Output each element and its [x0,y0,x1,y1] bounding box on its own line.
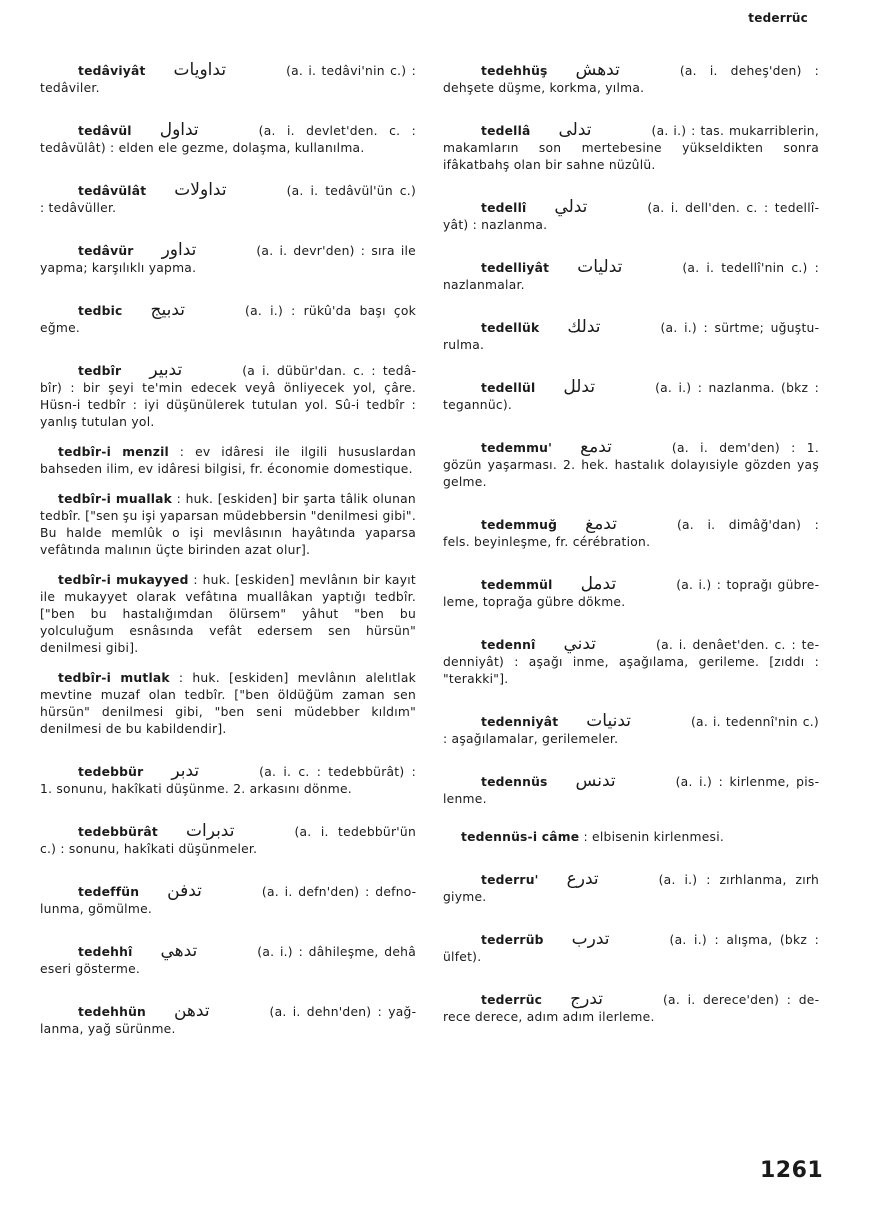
separator: : [193,573,198,587]
dictionary-entry [40,1003,416,1038]
dictionary-entry [443,259,819,294]
separator: : [176,492,182,506]
definition: (a. i.) : zırhlanma, zırh giyme. [443,873,819,904]
headword: tedeffün [78,885,140,899]
dictionary-entry [40,670,416,738]
definition: (a i. dübür'dan. c. : tedâbîr) : bir şeyi te'min edecek veyâ önliyecek yol, çâre. Hüsn-i tedbîr : iyi düşünülerek tutulan yol. Sû-i tedbîr : yanlış tutulan yol. [40,364,416,429]
definition: ev idâresi ile ilgili hususlardan bahseden ilim, ev idâresi bilgisi, fr. économie domestique. [40,445,416,476]
headword: tedâvür [78,244,134,258]
definition: (a. i.) : tas. mukarriblerin, makamların son mertebesine yükseldikten sonra ifâkatbahş olan bir sahne nüzûlü. [443,124,819,172]
headword: tedâviyât [78,64,146,78]
headword: tedehhî [78,945,133,959]
headword: tedbîr-i menzil [58,445,169,459]
headword: tederrüb [481,933,544,947]
headword: tedehhüş [481,64,548,78]
dictionary-entry [443,636,819,688]
definition: (a. i. dehn'den) : yağlanma, yağ sürünme. [40,1005,416,1036]
definition: (a. i. defn'den) : defnolunma, gömülme. [40,885,416,916]
dictionary-entry [40,122,416,157]
definition: (a. i. tedâvi'nin c.) : tedâviler. [40,64,416,95]
definition: (a. i. dimâğ'dan) : fels. beyinleşme, fr. cérébration. [443,518,819,549]
arabic-script: تدلى [558,120,592,140]
separator: : [178,671,184,685]
dictionary-entry [40,362,416,431]
arabic-script: تدفن [167,881,202,901]
headword: tedenniyât [481,715,559,729]
dictionary-entry [443,829,819,846]
headword: tedellül [481,381,536,395]
headword: tedâvül [78,124,132,138]
headword: tedâvülât [78,184,147,198]
dictionary-entry [443,516,819,551]
arabic-script: تدبر [171,761,200,781]
dictionary-entry [40,491,416,559]
dictionary-entry [443,439,819,491]
dictionary-entry [40,444,416,478]
headword: tedemmuğ [481,518,558,532]
headword: tedehhün [78,1005,146,1019]
headword: tederru' [481,873,539,887]
arabic-script: تدني [563,634,597,654]
definition: (a. i. derece'den) : derece derece, adım adım ilerleme. [443,993,819,1024]
arabic-script: تدهي [160,941,198,961]
arabic-script: تدلك [567,317,601,337]
definition: (a. i.) : dâhileşme, dehâ eseri gösterme. [40,945,416,976]
dictionary-entry [40,242,416,277]
arabic-script: تدبيج [150,300,186,320]
headword: tedennî [481,638,536,652]
definition: elbisenin kirlenmesi. [592,830,725,844]
headword: tedebbür [78,765,144,779]
running-head: tederrüc [748,11,808,25]
arabic-script: تدنس [575,771,616,791]
definition: (a. i. c. : tedebbürât) : 1. sonunu, hakîkati düşünme. 2. arkasını dönme. [40,765,416,796]
dictionary-entry [443,713,819,748]
arabic-script: تداولات [174,180,227,200]
arabic-script: تدمل [580,574,617,594]
definition: (a. i. devlet'den. c. : tedâvülât) : elden ele gezme, dolaşma, kullanılma. [40,124,416,155]
arabic-script: تدهن [173,1001,210,1021]
arabic-script: تداويات [173,60,227,80]
arabic-script: تدمع [580,437,612,457]
headword: tedebbürât [78,825,158,839]
dictionary-entry [443,379,819,414]
dictionary-entry [40,823,416,858]
dictionary-entry [443,773,819,808]
dictionary-entry [443,62,819,97]
dictionary-entry [40,182,416,217]
headword: tedennüs-i câme [461,830,580,844]
dictionary-entry [443,122,819,174]
definition: (a. i. denâet'den. c. : tedenniyât) : aşağı inme, aşağılama, gerileme. [zıddı : "terakki"]. [443,638,819,686]
definition: (a. i.) : kirlenme, pislenme. [443,775,819,806]
arabic-script: تدرب [571,929,610,949]
definition: huk. [eskiden] mevlânın alelıtlak mevtine muzaf olan tedbîr. ["ben öldüğüm zaman sen hürsün" denilmesi gibi, "ben seni müdebber kıldım" denilmesi de bu kabildendir]. [40,671,416,736]
dictionary-entry [40,763,416,798]
definition: (a. i.) : nazlanma. (bkz : tegannüc). [443,381,819,412]
arabic-script: تدليات [577,257,623,277]
arabic-script: تدرع [566,869,599,889]
headword: tedbîr-i mukayyed [58,573,189,587]
definition: (a. i. tedellî'nin c.) : nazlanmalar. [443,261,819,292]
separator: : [179,445,185,459]
definition: (a. i.) : sürtme; uğuşturulma. [443,321,819,352]
definition: (a. i.) : rükû'da başı çok eğme. [40,304,416,335]
right-column [443,62,819,1026]
arabic-script: تدلل [563,377,596,397]
arabic-script: تداور [161,240,197,260]
dictionary-entry [443,871,819,906]
definition: (a. i.) : toprağı gübreleme, toprağa gübre dökme. [443,578,819,609]
definition: (a. i.) : alışma, (bkz : ülfet). [443,933,819,964]
headword: tedbic [78,304,123,318]
definition: (a. i. deheş'den) : dehşete düşme, korkma, yılma. [443,64,819,95]
arabic-script: تدهش [575,60,620,80]
dictionary-entry [443,991,819,1026]
arabic-script: تدبرات [185,821,235,841]
dictionary-entry [443,319,819,354]
headword: tedbîr [78,364,122,378]
dictionary-entry [40,302,416,337]
headword: tederrüc [481,993,543,1007]
definition: (a. i. devr'den) : sıra ile yapma; karşılıklı yapma. [40,244,416,275]
headword: tedellük [481,321,540,335]
definition: (a. i. dem'den) : 1. gözün yaşarması. 2. hek. hastalık dolayısiyle gözden yaş gelme. [443,441,819,489]
definition: huk. [eskiden] mevlânın bir kayıt ile mukayyet olarak vefâtına muallâkan yaptığı tedbîr. ["ben bu hastalığımdan ölürsem" yâhut "ben bu yolculuğum esnâsında vefât edersem sen hürsün" denilmesi gibi]. [40,573,416,655]
arabic-script: تداول [159,120,199,140]
dictionary-entry [40,572,416,657]
dictionary-entry [40,883,416,918]
headword: tedennüs [481,775,548,789]
arabic-script: تدمغ [585,514,617,534]
headword: tedbîr-i mutlak [58,671,170,685]
headword: tedemmül [481,578,553,592]
definition: (a. i. tedebbür'ün c.) : sonunu, hakîkati düşünmeler. [40,825,416,856]
dictionary-entry [443,576,819,611]
left-column [40,62,416,1038]
dictionary-entry [443,931,819,966]
definition: (a. i. tedennî'nin c.) : aşağılamalar, gerilemeler. [443,715,819,746]
page-number: 1261 [760,1158,824,1183]
definition: huk. [eskiden] bir şarta tâlik olunan tedbîr. ["sen şu işi yaparsan müdebbersin "denilmesi gibi". Bu halde memlûk o işi mevlâsının hayâtında yaparsa vefâtında malının üçte birinden azat olur]. [40,492,416,557]
definition: (a. i. dell'den. c. : tedellîyât) : nazlanma. [443,201,819,232]
arabic-script: تدرج [570,989,603,1009]
definition: (a. i. tedâvül'ün c.) : tedâvüller. [40,184,416,215]
arabic-script: تدنيات [586,711,631,731]
headword: tedemmu' [481,441,553,455]
dictionary-entry [40,62,416,97]
headword: tedbîr-i muallak [58,492,173,506]
arabic-script: تدبير [149,360,183,380]
headword: tedellâ [481,124,531,138]
dictionary-entry [40,943,416,978]
dictionary-entry [443,199,819,234]
arabic-script: تدلي [554,197,588,217]
separator: : [583,830,588,844]
headword: tedellî [481,201,527,215]
headword: tedelliyât [481,261,550,275]
